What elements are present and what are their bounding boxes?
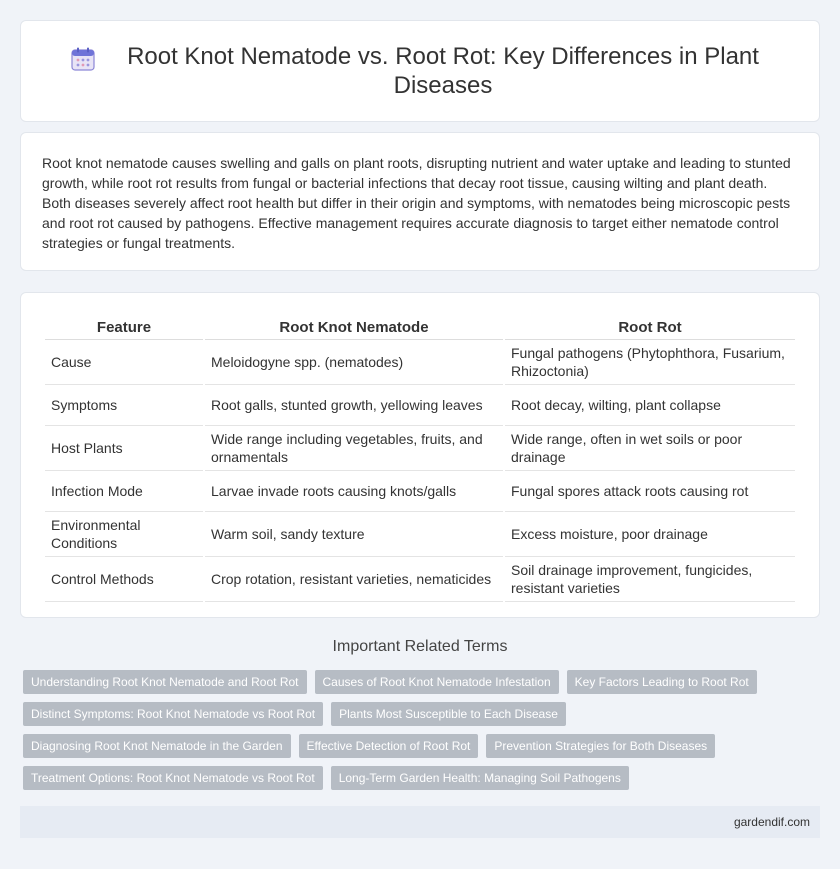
- page-footer: [20, 806, 820, 838]
- related-term-tag[interactable]: Understanding Root Knot Nematode and Root Rot: [23, 670, 307, 694]
- table-cell: Larvae invade roots causing knots/galls: [205, 471, 503, 512]
- table-cell: Control Methods: [45, 557, 203, 602]
- table-row: [45, 512, 795, 557]
- table-cell: Environmental Conditions: [45, 512, 203, 557]
- table-cell: Fungal spores attack roots causing rot: [505, 471, 795, 512]
- related-terms-section: [20, 638, 820, 798]
- table-cell: Excess moisture, poor drainage: [505, 512, 795, 557]
- table-cell: Infection Mode: [45, 471, 203, 512]
- related-term-tag[interactable]: Prevention Strategies for Both Diseases: [486, 734, 715, 758]
- table-header-row: [45, 313, 795, 340]
- calendar-icon: [70, 46, 96, 72]
- intro-section: [20, 132, 820, 271]
- related-terms-tags: [20, 670, 820, 798]
- page-header: [20, 20, 820, 122]
- table-cell: Fungal pathogens (Phytophthora, Fusarium, Rhizoctonia): [505, 340, 795, 385]
- related-term-tag[interactable]: Plants Most Susceptible to Each Disease: [331, 702, 566, 726]
- table-row: [45, 426, 795, 471]
- related-term-tag[interactable]: Effective Detection of Root Rot: [299, 734, 479, 758]
- table-cell: Root galls, stunted growth, yellowing leaves: [205, 385, 503, 426]
- table-cell: Root decay, wilting, plant collapse: [505, 385, 795, 426]
- header-root-knot-nematode: Root Knot Nematode: [205, 313, 503, 340]
- header-root-rot: Root Rot: [505, 313, 795, 340]
- related-term-tag[interactable]: Treatment Options: Root Knot Nematode vs Root Rot: [23, 766, 323, 790]
- related-term-tag[interactable]: Causes of Root Knot Nematode Infestation: [315, 670, 559, 694]
- table-cell: Cause: [45, 340, 203, 385]
- table-row: [45, 471, 795, 512]
- table-cell: Host Plants: [45, 426, 203, 471]
- related-terms-title: Important Related Terms: [332, 638, 508, 655]
- table-row: [45, 385, 795, 426]
- table-cell: Wide range, often in wet soils or poor drainage: [505, 426, 795, 471]
- table-row: [45, 340, 795, 385]
- table-cell: Warm soil, sandy texture: [205, 512, 503, 557]
- related-term-tag[interactable]: Long-Term Garden Health: Managing Soil Pathogens: [331, 766, 629, 790]
- related-term-tag[interactable]: Key Factors Leading to Root Rot: [567, 670, 757, 694]
- table-cell: Meloidogyne spp. (nematodes): [205, 340, 503, 385]
- related-term-tag[interactable]: Distinct Symptoms: Root Knot Nematode vs Root Rot: [23, 702, 323, 726]
- table-cell: Symptoms: [45, 385, 203, 426]
- table-row: [45, 557, 795, 602]
- table-cell: Soil drainage improvement, fungicides, resistant varieties: [505, 557, 795, 602]
- footer-site-link[interactable]: gardendif.com: [733, 815, 810, 829]
- intro-text: Root knot nematode causes swelling and galls on plant roots, disrupting nutrient and water uptake and leading to stunted growth, while root rot results from fungal or bacterial infections that decay root tissue, causing wilting and plant death. Both diseases severely affect root health but differ in their origin and symptoms, with nematodes being microscopic pests and root rot caused by pathogens. Effective management requires accurate diagnosis to target either nematode control strategies or fungal treatments.: [42, 155, 791, 251]
- comparison-table: [43, 313, 797, 602]
- header-feature: Feature: [45, 313, 203, 340]
- table-cell: Wide range including vegetables, fruits, and ornamentals: [205, 426, 503, 471]
- table-cell: Crop rotation, resistant varieties, nematicides: [205, 557, 503, 602]
- page-title: Root Knot Nematode vs. Root Rot: Key Differences in Plant Diseases: [127, 43, 759, 99]
- related-term-tag[interactable]: Diagnosing Root Knot Nematode in the Garden: [23, 734, 291, 758]
- comparison-table-card: [20, 292, 820, 618]
